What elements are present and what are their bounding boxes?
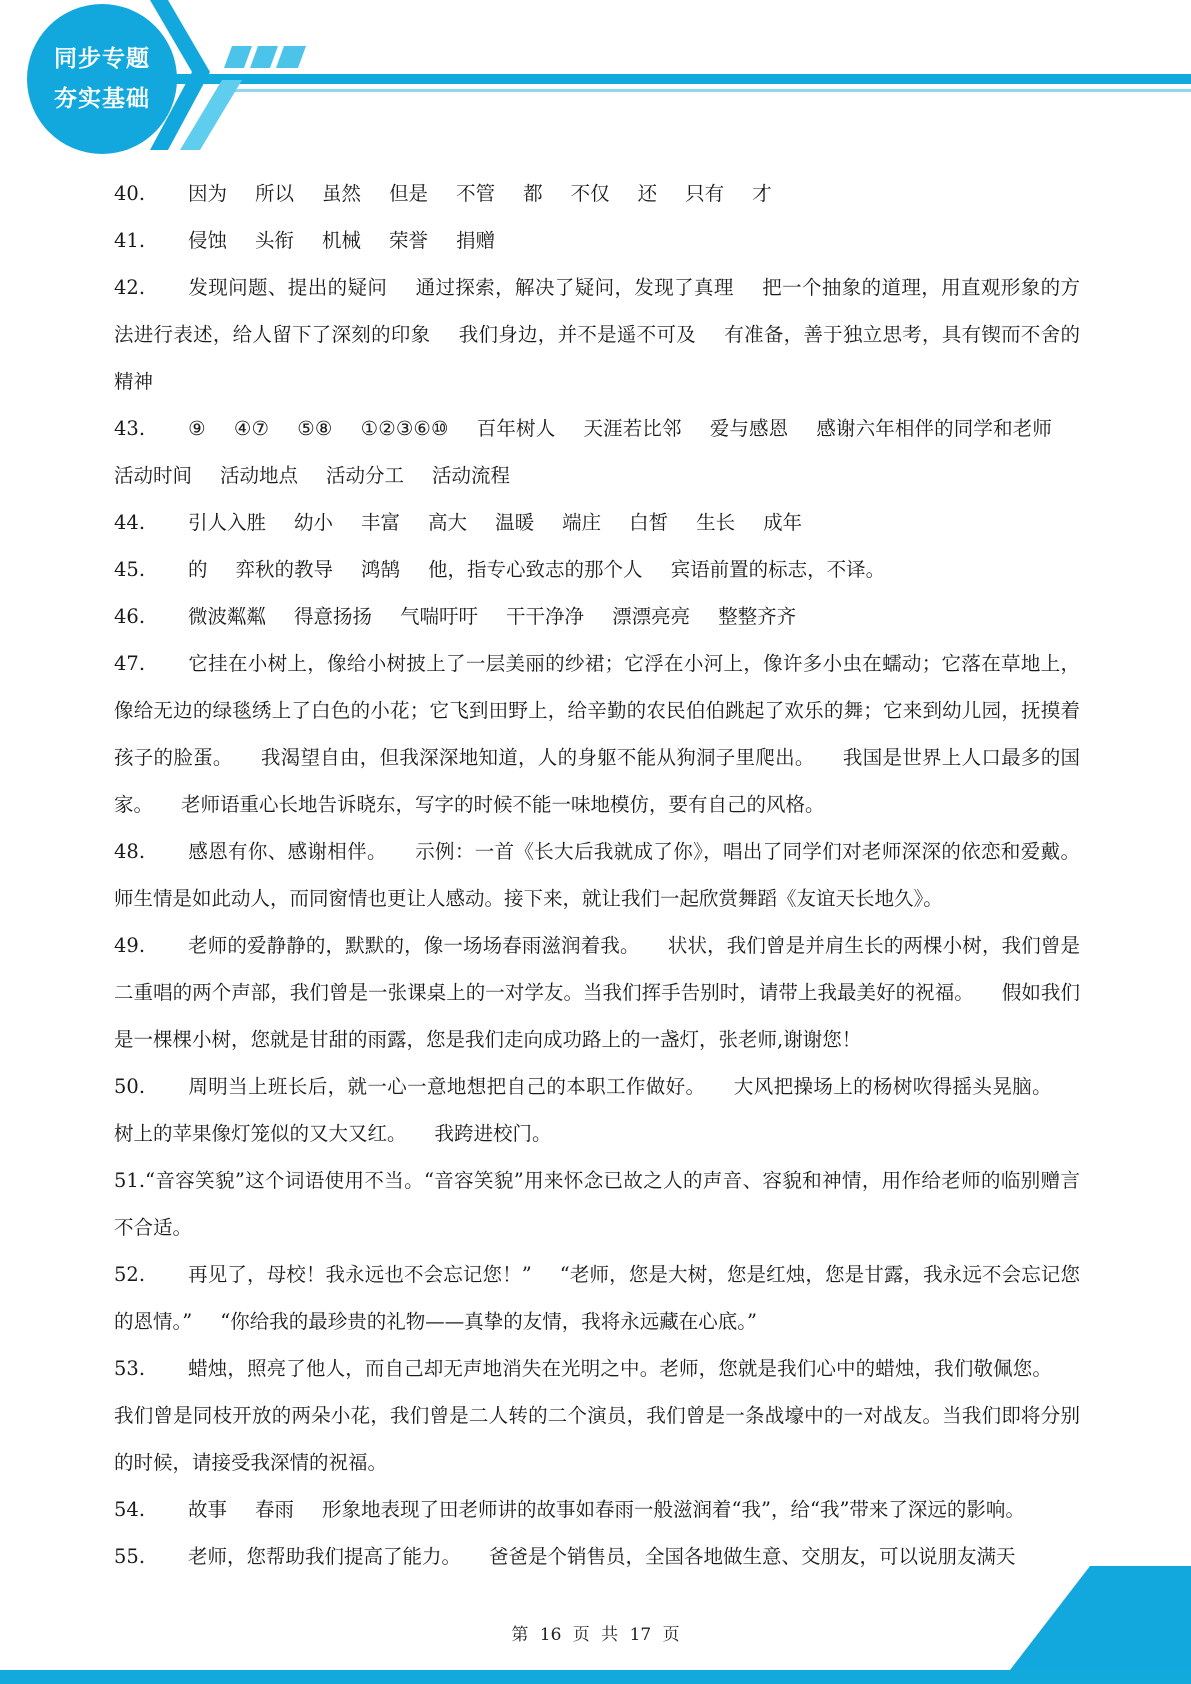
- answer-segment: 才: [752, 182, 772, 205]
- answer-segment: 状状，我们曾是并肩生长的两棵小树，我们曾是二重唱的两个声部，我们曾是一张课桌上的一对学友。当我们挥手告别时，请带上我最美好的祝福。: [114, 934, 1080, 1004]
- answer-segment: 把一个抽象的道理，用直观形象的方法进行表述，给人留下了深刻的印象: [114, 276, 1080, 346]
- answer-segment: 宾语前置的标志，不译。: [670, 558, 886, 581]
- answer-segment: 春雨: [255, 1498, 295, 1521]
- answer-segment: 活动分工: [326, 464, 405, 487]
- answer-segment: 丰富: [361, 511, 401, 534]
- answer-segment: 树上的苹果像灯笼似的又大又红。: [114, 1122, 407, 1145]
- answer-segment: 因为: [188, 182, 228, 205]
- answer-segment: 活动时间: [114, 464, 193, 487]
- answer-segment: 高大: [428, 511, 468, 534]
- answer-segment: 都: [523, 182, 543, 205]
- answer-entry: [114, 640, 1080, 828]
- question-number: 47.: [114, 652, 146, 675]
- answer-segment: 捐赠: [456, 229, 496, 252]
- answer-segment: 通过探索，解决了疑问，发现了真理: [415, 276, 734, 299]
- answer-segment: “你给我的最珍贵的礼物——真挚的友情，我将永远藏在心底。”: [220, 1310, 757, 1333]
- answer-entry: [114, 405, 1080, 499]
- answer-segment: 干干净净: [506, 605, 585, 628]
- answer-entry: [114, 170, 1080, 217]
- question-number: 40.: [114, 182, 146, 205]
- answer-segment: 引人入胜: [188, 511, 267, 534]
- answer-segment: 白皙: [629, 511, 669, 534]
- answer-segment: 百年树人: [476, 417, 556, 440]
- answer-segment: 得意扬扬: [294, 605, 373, 628]
- question-number: 55.: [114, 1545, 146, 1568]
- answer-segment: 弈秋的教导: [235, 558, 334, 581]
- answer-segment: 爱与感恩: [709, 417, 789, 440]
- answer-segment: 微波粼粼: [188, 605, 267, 628]
- answer-segment: 假如我们是一棵棵小树，您就是甘甜的雨露，您是我们走向成功路上的一盏灯，张老师,谢谢您！: [114, 981, 1080, 1051]
- answer-entry: [114, 1533, 1080, 1580]
- answer-segment: 幼小: [294, 511, 334, 534]
- page-number: 第 16 页 共 17 页: [511, 1625, 680, 1645]
- answer-segment: 成年: [763, 511, 803, 534]
- question-number: 43.: [114, 417, 146, 440]
- answer-segment: 生长: [696, 511, 736, 534]
- answer-segment: 它挂在小树上，像给小树披上了一层美丽的纱裙；它浮在小河上，像许多小虫在蠕动；它落在草地上，像给无边的绿毯绣上了白色的小花；它飞到田野上，给辛勤的农民伯伯跳起了欢乐的舞；它来到幼儿园，抚摸着孩子的脸蛋。: [114, 652, 1080, 769]
- answer-entry: [114, 217, 1080, 264]
- answer-segment: 周明当上班长后，就一心一意地想把自己的本职工作做好。: [188, 1075, 706, 1098]
- answer-segment: “音容笑貌”这个词语使用不当。“音容笑貌”用来怀念已故之人的声音、容貌和神情，用作给老师的临别赠言不合适。: [114, 1169, 1080, 1239]
- answer-segment: 整整齐齐: [718, 605, 797, 628]
- question-number: 45.: [114, 558, 146, 581]
- question-number: 54.: [114, 1498, 146, 1521]
- answer-segment: 不管: [456, 182, 496, 205]
- answer-entry: [114, 499, 1080, 546]
- badge-line-2: 夯实基础: [54, 86, 150, 112]
- footer-bar: [0, 1670, 1191, 1684]
- answer-segment: 只有: [685, 182, 725, 205]
- answer-segment: 漂漂亮亮: [612, 605, 691, 628]
- answer-segment: ①②③⑥⑩: [360, 417, 449, 440]
- answer-segment: 活动流程: [432, 464, 511, 487]
- answer-segment: 端庄: [562, 511, 602, 534]
- answer-segment: 活动地点: [220, 464, 299, 487]
- answer-entry: [114, 593, 1080, 640]
- answer-entry: [114, 546, 1080, 593]
- answer-segment: ⑨: [188, 417, 206, 440]
- answer-segment: 天涯若比邻: [583, 417, 682, 440]
- answer-segment: 示例：一首《长大后我就成了你》，唱出了同学们对老师深深的依恋和爱戴。师生情是如此动人，而同窗情也更让人感动。接下来，就让我们一起欣赏舞蹈《友谊天长地久》。: [114, 840, 1080, 910]
- answer-segment: 虽然: [322, 182, 362, 205]
- answer-segment: 蜡烛，照亮了他人，而自己却无声地消失在光明之中。老师，您就是我们心中的蜡烛，我们敬佩您。: [188, 1357, 1052, 1380]
- answer-list: [114, 170, 1080, 1580]
- answer-segment: 机械: [322, 229, 362, 252]
- badge-line-1: 同步专题: [54, 46, 150, 72]
- answer-segment: 我们身边，并不是遥不可及: [458, 323, 697, 346]
- question-number: 53.: [114, 1357, 146, 1380]
- answer-segment: 老师语重心长地告诉晓东，写字的时候不能一味地模仿，要有自己的风格。: [181, 793, 825, 816]
- answer-segment: 鸿鹄: [361, 558, 401, 581]
- answer-segment: 侵蚀: [188, 229, 228, 252]
- answer-segment: 我渴望自由，但我深深地知道，人的身躯不能从狗洞子里爬出。: [260, 746, 815, 769]
- question-number: 49.: [114, 934, 146, 957]
- header-badge: [27, 4, 177, 154]
- header-thin-line: [230, 89, 1191, 92]
- answer-segment: 发现问题、提出的疑问: [188, 276, 388, 299]
- answer-entry: [114, 1345, 1080, 1486]
- answer-segment: 所以: [255, 182, 295, 205]
- answer-segment: 形象地表现了田老师讲的故事如春雨一般滋润着“我”，给“我”带来了深远的影响。: [322, 1498, 1025, 1521]
- question-number: 50.: [114, 1075, 146, 1098]
- answer-entry: [114, 1063, 1080, 1157]
- answer-segment: 爸爸是个销售员，全国各地做生意、交朋友，可以说朋友满天: [489, 1545, 1016, 1568]
- answer-segment: 气喘吁吁: [400, 605, 479, 628]
- answer-entry: [114, 828, 1080, 922]
- answer-entry: [114, 264, 1080, 405]
- header-bar: [160, 74, 1191, 84]
- answer-segment: 有准备，善于独立思考，具有锲而不舍的精神: [114, 323, 1080, 393]
- answer-segment: 大风把操场上的杨树吹得摇头晃脑。: [733, 1075, 1052, 1098]
- question-number: 51.: [114, 1169, 146, 1192]
- question-number: 41.: [114, 229, 146, 252]
- answer-segment: 但是: [389, 182, 429, 205]
- question-number: 52.: [114, 1263, 146, 1286]
- answer-segment: 还: [637, 182, 658, 205]
- answer-segment: 我跨进校门。: [434, 1122, 552, 1145]
- answer-segment: 的: [188, 558, 208, 581]
- answer-segment: 头衔: [255, 229, 295, 252]
- answer-entry: [114, 1486, 1080, 1533]
- answer-segment: 老师，您帮助我们提高了能力。: [188, 1545, 462, 1568]
- question-number: 44.: [114, 511, 146, 534]
- answer-entry: [114, 1251, 1080, 1345]
- answer-segment: 我们曾是同枝开放的两朵小花，我们曾是二人转的二个演员，我们曾是一条战壕中的一对战友。当我们即将分别的时候，请接受我深情的祝福。: [114, 1404, 1080, 1474]
- answer-entry: [114, 922, 1080, 1063]
- answer-segment: ④⑦: [233, 417, 270, 440]
- answer-segment: 感谢六年相伴的同学和老师: [816, 417, 1052, 440]
- question-number: 42.: [114, 276, 146, 299]
- answer-segment: 不仅: [570, 182, 610, 205]
- answer-segment: 我国是世界上人口最多的国家。: [114, 746, 1080, 816]
- answer-segment: 他，指专心致志的那个人: [428, 558, 643, 581]
- question-number: 46.: [114, 605, 146, 628]
- answer-segment: ⑤⑧: [297, 417, 333, 440]
- answer-segment: 故事: [188, 1498, 228, 1521]
- answer-segment: 老师的爱静静的，默默的，像一场场春雨滋润着我。: [188, 934, 640, 957]
- footer-corner-decoration: [1010, 1566, 1191, 1670]
- answer-segment: 温暖: [495, 511, 535, 534]
- answer-segment: 感恩有你、感谢相伴。: [188, 840, 387, 863]
- answer-segment: “老师，您是大树，您是红烛，您是甘露，我永远不会忘记您的恩情。”: [114, 1263, 1080, 1333]
- answer-segment: 再见了，母校！我永远也不会忘记您！”: [188, 1263, 532, 1286]
- answer-segment: 荣誉: [389, 229, 429, 252]
- answer-entry: [114, 1157, 1080, 1251]
- question-number: 48.: [114, 840, 146, 863]
